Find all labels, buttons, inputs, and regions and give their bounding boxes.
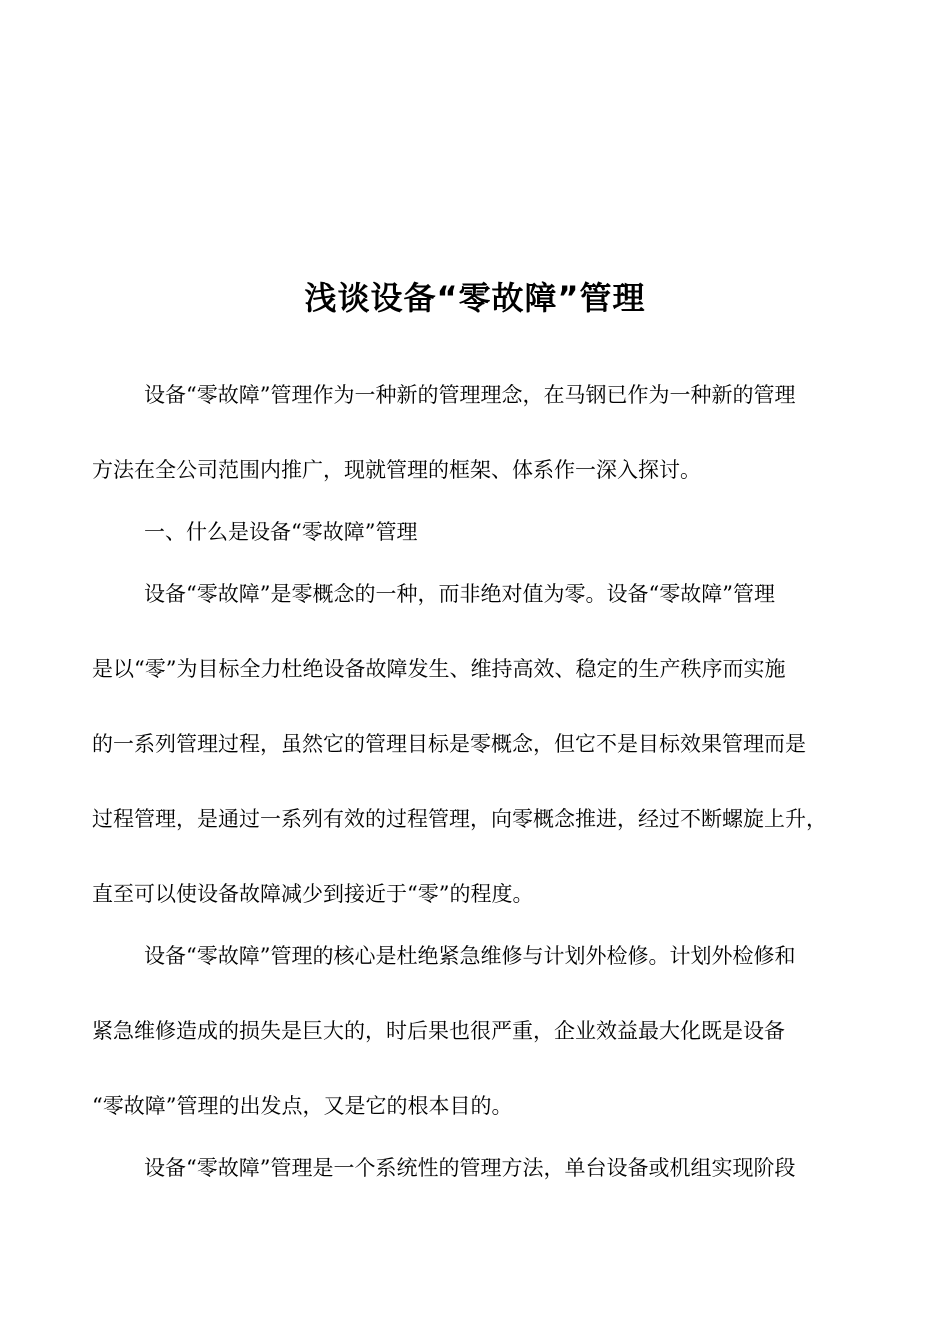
paragraph-3-line-2: 紧急维修造成的损失是巨大的，时后果也很严重，企业效益最大化既是设备 [92,1019,785,1043]
paragraph-1-line-1: 设备“零故障”管理作为一种新的管理理念，在马钢已作为一种新的管理 [144,383,796,407]
paragraph-2-line-3: 的一系列管理过程，虽然它的管理目标是零概念，但它不是目标效果管理而是 [92,732,806,756]
paragraph-4-line-1: 设备“零故障”管理是一个系统性的管理方法，单台设备或机组实现阶段 [144,1156,796,1180]
paragraph-2-line-2: 是以“零”为目标全力杜绝设备故障发生、维持高效、稳定的生产秩序而实施 [92,657,786,681]
paragraph-2-line-4: 过程管理，是通过一系列有效的过程管理，向零概念推进，经过不断螺旋上升， [92,807,827,831]
paragraph-2-line-5: 直至可以使设备故障减少到接近于“零”的程度。 [92,882,534,906]
paragraph-3-line-3: “零故障”管理的出发点，又是它的根本目的。 [92,1094,513,1118]
paragraph-3-line-1: 设备“零故障”管理的核心是杜绝紧急维修与计划外检修。计划外检修和 [144,944,796,968]
document-title: 浅谈设备“零故障”管理 [304,279,646,317]
paragraph-1-line-2: 方法在全公司范围内推广，现就管理的框架、体系作一深入探讨。 [92,458,701,482]
paragraph-2-line-1: 设备“零故障”是零概念的一种，而非绝对值为零。设备“零故障”管理 [144,582,775,606]
section-heading-1: 一、什么是设备“零故障”管理 [144,520,418,544]
